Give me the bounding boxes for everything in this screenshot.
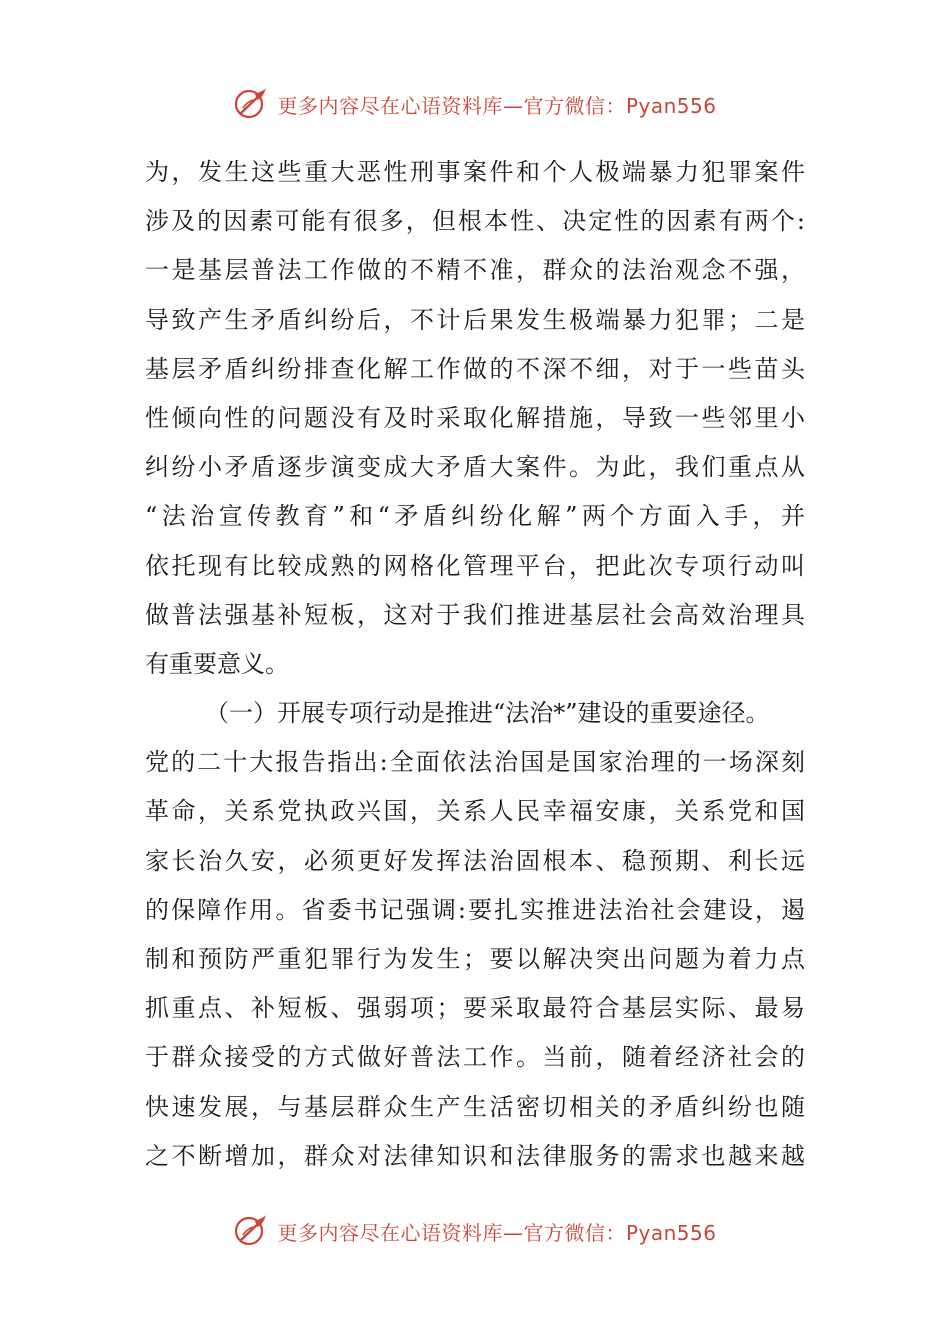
body-line: 制和预防严重犯罪行为发生；要以解决突出问题为着力点	[145, 945, 805, 973]
body-line: 抓重点、补短板、强弱项；要采取最符合基层实际、最易	[145, 994, 805, 1023]
body-line: 党的二十大报告指出:全面依法治国是国家治理的一场深刻	[145, 748, 805, 777]
body-line: 纠纷小矛盾逐步演变成大矛盾大案件。为此，我们重点从	[145, 453, 805, 482]
body-line: 涉及的因素可能有很多，但根本性、决定性的因素有两个:	[145, 207, 805, 236]
body-line: 有重要意义。	[145, 649, 289, 678]
body-line: 依托现有比较成熟的网格化管理平台，把此次专项行动叫	[145, 551, 805, 580]
body-line: 家长治久安，必须更好发挥法治固根本、稳预期、利长远	[145, 846, 805, 875]
body-line: 快速发展，与基层群众生产生活密切相关的矛盾纠纷也随	[145, 1092, 805, 1121]
watermark-text-bottom: 更多内容尽在心语资料库—官方微信：Pyan556	[277, 1220, 717, 1245]
body-line: “法治宣传教育”和“矛盾纠纷化解”两个方面入手，并	[145, 502, 805, 531]
quill-logo-icon	[233, 1213, 269, 1249]
body-line: 基层矛盾纠纷排查化解工作做的不深不细，对于一些苗头	[145, 354, 805, 383]
quill-logo-icon	[233, 86, 269, 122]
body-line: 性倾向性的问题没有及时采取化解措施，导致一些邻里小	[145, 403, 805, 432]
body-line: 革命，关系党执政兴国，关系人民幸福安康，关系党和国	[145, 797, 805, 826]
watermark-banner-top	[0, 82, 950, 126]
body-line: 的保障作用。省委书记强调:要扎实推进法治社会建设，遏	[145, 895, 805, 924]
body-line: 于群众接受的方式做好普法工作。当前，随着经济社会的	[145, 1043, 805, 1072]
body-line: 导致产生矛盾纠纷后，不计后果发生极端暴力犯罪；二是	[145, 305, 805, 334]
body-line: 做普法强基补短板，这对于我们推进基层社会高效治理具	[145, 600, 805, 629]
body-line: 为，发生这些重大恶性刑事案件和个人极端暴力犯罪案件	[145, 158, 805, 186]
document-body	[145, 148, 805, 1181]
section-heading: （一）开展专项行动是推进“法治*”建设的重要途径。	[205, 699, 770, 728]
body-line: 一是基层普法工作做的不精不准，群众的法治观念不强，	[145, 256, 805, 285]
body-line: 之不断增加，群众对法律知识和法律服务的需求也越来越	[145, 1141, 805, 1170]
watermark-banner-bottom	[0, 1209, 950, 1253]
watermark-text-top: 更多内容尽在心语资料库—官方微信：Pyan556	[277, 93, 717, 118]
